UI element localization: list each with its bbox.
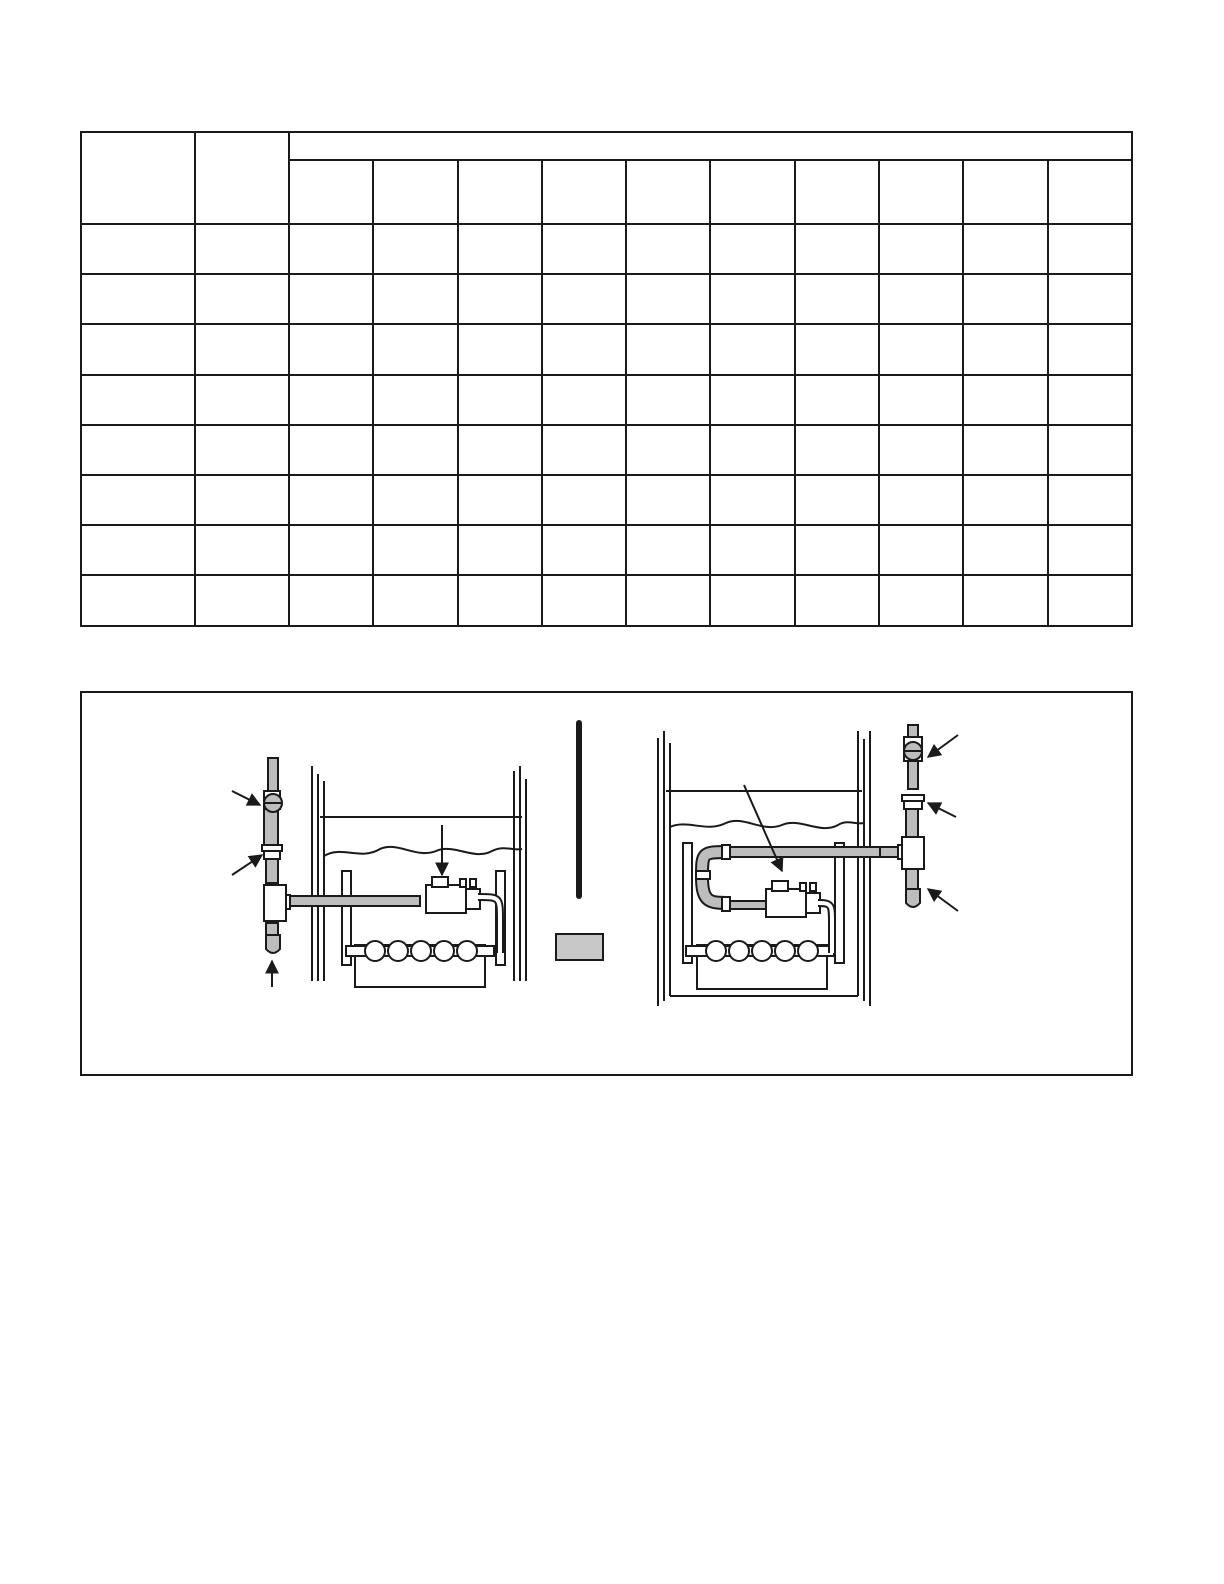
tee-fitting-left [264,885,290,921]
cutaway-panel-right [666,791,864,828]
callout-arrow-ground-union [232,855,262,875]
drip-leg-icon [906,889,920,907]
burner-assembly-icon [686,941,834,961]
burner-assembly-icon [346,941,494,961]
callout-arrow-shutoff-valve [232,791,260,805]
table-border [81,132,1132,626]
figure-label-box [556,934,603,960]
figure-border [81,692,1132,1075]
shutoff-valve-icon [264,791,282,812]
ground-union-icon [262,845,282,859]
callout-arrow-shutoff-valve [928,735,958,757]
drip-leg-icon [266,935,280,953]
manifold-pipe-left [288,896,420,906]
cutaway-panel-left [320,817,522,856]
right-installation [658,725,958,1006]
shutoff-valve-icon [904,737,922,761]
ground-union-icon [902,795,924,809]
manifold-pipe-right-lower [730,901,766,909]
gas-piping-figure [80,691,1134,1077]
callout-arrow-ground-union [928,803,956,817]
callout-arrow-gas-valve [744,785,782,871]
left-installation [232,758,526,987]
callout-arrow-drip-leg [928,889,958,911]
manifold-pipe-right-upper [730,847,880,857]
tee-fitting-right [898,837,924,869]
gas-valve-icon [766,881,820,917]
pipe-capacity-table [80,131,1134,628]
gas-valve-icon [426,877,480,913]
